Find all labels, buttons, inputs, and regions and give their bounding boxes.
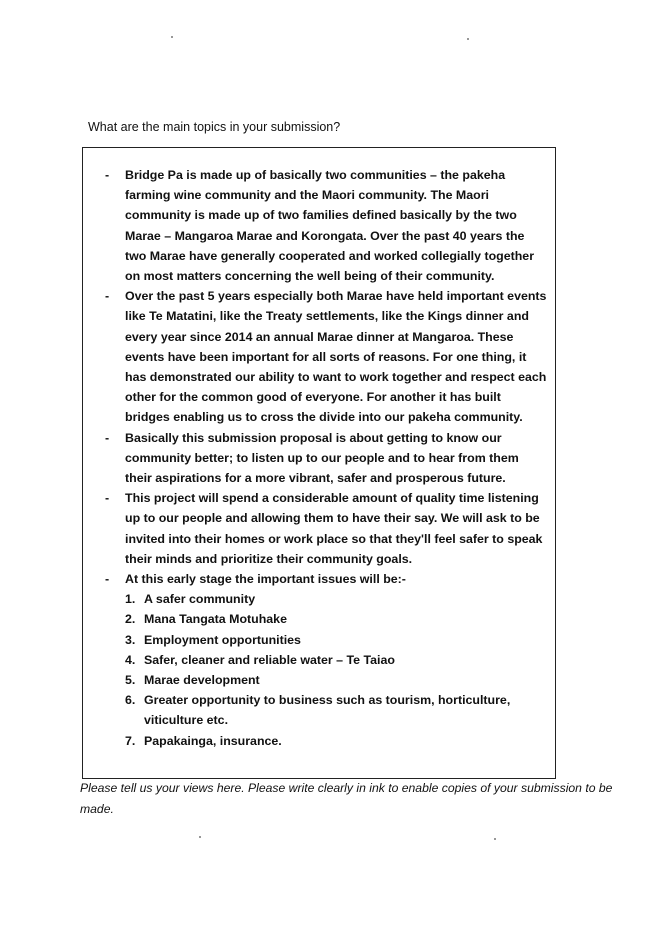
issue-number: 6. [125,693,136,708]
issue-item [125,731,549,751]
topic-text: This project will spend a considerable amount of quality time listening up to our people and allowing them to have their say. We will ask to be invited into their homes or work place so that they'll feel safer to speak their minds and prioritize their community goals. [125,491,543,566]
scan-speck [199,836,201,838]
topic-text: Over the past 5 years especially both Marae have held important events like Te Matatini, like the Treaty settlements, like the Kings dinner and every year since 2014 an annual Marae dinner at Mangaroa. These events have been important for all sorts of reasons. For one thing, it has demonstrated our ability to want to work together and respect each other for the common good of everyone. For another it has built bridges enabling us to cross the divide into our pakeha community. [125,289,547,425]
issue-number: 4. [125,652,136,667]
issue-text: Marae development [144,673,260,688]
issue-item [125,589,549,609]
issue-number: 5. [125,673,136,688]
submission-box [82,147,556,779]
bullet-dash: - [105,491,110,506]
issue-number: 2. [125,612,136,627]
issue-text: Mana Tangata Motuhake [144,612,287,627]
issue-number: 1. [125,592,136,607]
topic-item [83,428,557,489]
topic-item [83,569,557,751]
issue-number: 3. [125,632,136,647]
issue-item [125,670,549,690]
topic-item [83,286,557,427]
issue-text: Greater opportunity to business such as tourism, horticulture, viticulture etc. [144,693,511,728]
instructions-footer: Please tell us your views here. Please write clearly in ink to enable copies of your submission to be made. [80,781,613,816]
issue-item [125,609,549,629]
bullet-dash: - [105,430,110,445]
issue-item [125,650,549,670]
issues-list [125,589,549,751]
issue-item [125,690,549,730]
topic-list [83,165,557,751]
issue-text: Papakainga, insurance. [144,733,282,748]
bullet-dash: - [105,572,110,587]
issue-text: Employment opportunities [144,632,301,647]
issue-number: 7. [125,733,136,748]
bullet-dash: - [105,289,110,304]
issue-item [125,630,549,650]
issue-text: Safer, cleaner and reliable water – Te Taiao [144,652,395,667]
topic-item [83,488,557,569]
scan-speck [171,36,173,38]
question-label: What are the main topics in your submission? [88,120,341,134]
scan-speck [467,38,469,40]
topic-item [83,165,557,286]
topic-text: At this early stage the important issues will be:- [125,572,406,587]
topic-text: Basically this submission proposal is about getting to know our community better; to listen up to our people and to hear from them their aspirations for a more vibrant, safer and prosperous future. [125,430,519,486]
bullet-dash: - [105,168,110,182]
scan-speck [494,838,496,840]
topic-text: Bridge Pa is made up of basically two communities – the pakeha farming wine community and the Maori community. The Maori community is made up of two families defined basically by the two Marae – Mangaroa Marae and Korongata. Over the past 40 years the two Marae have generally cooperated and worked collegially together on most matters concerning the well being of their community. [125,168,535,284]
issue-text: A safer community [144,592,256,607]
